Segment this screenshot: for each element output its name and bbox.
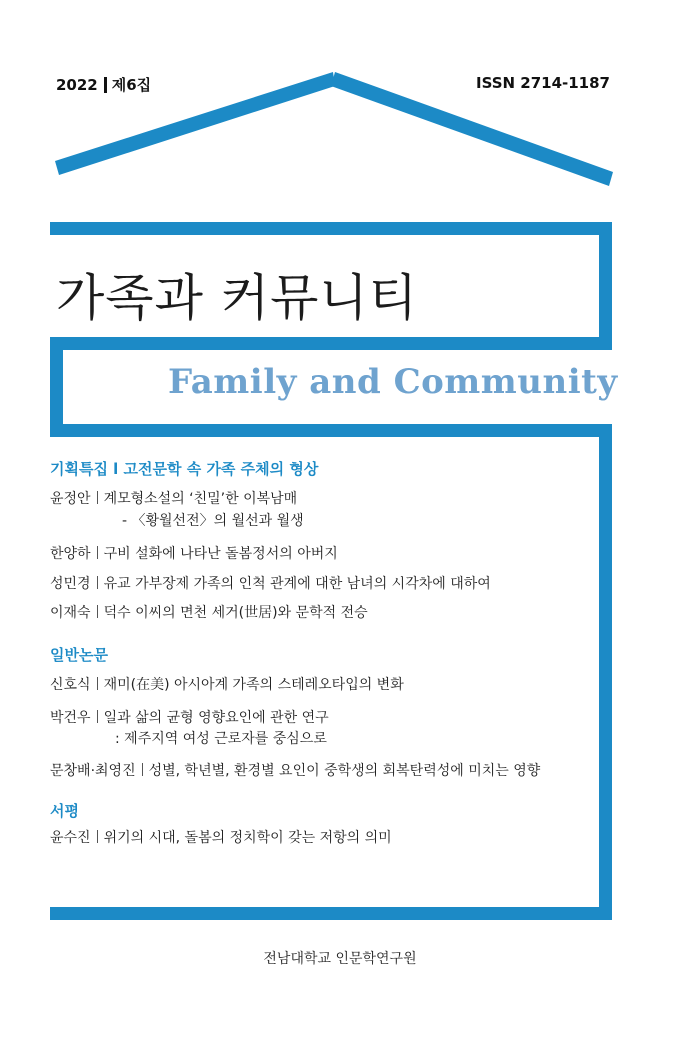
frame-lower-bar bbox=[50, 424, 612, 437]
article-title: 재미(在美) 아시아계 가족의 스테레오타입의 변화 bbox=[103, 677, 404, 693]
publisher: 전남대학교 인문학연구원 bbox=[263, 951, 417, 967]
frame-middle-bar bbox=[50, 337, 612, 350]
toc-entry bbox=[50, 488, 297, 508]
separator bbox=[97, 605, 98, 618]
author: 문창배·최영진 bbox=[50, 763, 136, 779]
toc-entry bbox=[50, 573, 491, 593]
article-subtitle: - 〈황월선전〉의 월선과 월생 bbox=[122, 513, 304, 529]
year-issue-divider bbox=[104, 77, 107, 93]
article-title: 덕수 이씨의 면천 세거(世居)와 문학적 전승 bbox=[103, 605, 368, 621]
toc-entry bbox=[50, 707, 329, 727]
author: 성민경 bbox=[50, 576, 91, 592]
toc-entry bbox=[50, 827, 392, 847]
journal-title-english: Family and Community bbox=[168, 362, 618, 402]
separator bbox=[97, 830, 98, 843]
year: 2022 bbox=[56, 75, 98, 94]
article-subtitle: : 제주지역 여성 근로자를 중심으로 bbox=[115, 731, 327, 747]
article-title: 계모형소설의 ‘친밀’한 이복남매 bbox=[103, 491, 298, 507]
separator bbox=[97, 546, 98, 559]
frame-left-middle bbox=[50, 337, 63, 437]
author: 윤정안 bbox=[50, 491, 91, 507]
article-title: 구비 설화에 나타난 돌봄정서의 아버지 bbox=[103, 546, 338, 562]
toc-entry bbox=[50, 543, 338, 563]
issue-number: 제6집 bbox=[111, 76, 152, 94]
toc-entry bbox=[50, 602, 368, 622]
toc-entry bbox=[50, 760, 540, 780]
general-section-heading: 일반논문 bbox=[50, 646, 108, 664]
frame-top-bar bbox=[50, 222, 612, 235]
toc-entry bbox=[50, 674, 404, 694]
article-title: 일과 삶의 균형 영향요인에 관한 연구 bbox=[103, 710, 329, 726]
separator bbox=[97, 576, 98, 589]
author: 신호식 bbox=[50, 677, 91, 693]
separator bbox=[142, 763, 143, 776]
issn: ISSN 2714-1187 bbox=[475, 74, 610, 92]
frame-right-upper bbox=[599, 222, 612, 350]
author: 윤수진 bbox=[50, 830, 91, 846]
separator bbox=[97, 710, 98, 723]
review-section-heading: 서평 bbox=[50, 802, 79, 820]
article-title: 성별, 학년별, 환경별 요인이 중학생의 회복탄력성에 미치는 영향 bbox=[148, 763, 541, 779]
article-title: 유교 가부장제 가족의 인척 관계에 대한 남녀의 시각차에 대하여 bbox=[103, 576, 491, 592]
frame-right-lower bbox=[599, 424, 612, 920]
journal-title-korean: 가족과 커뮤니티 bbox=[56, 269, 418, 327]
author: 이재숙 bbox=[50, 605, 91, 621]
separator bbox=[97, 491, 98, 504]
year-issue bbox=[56, 74, 151, 95]
author: 박건우 bbox=[50, 710, 91, 726]
article-title: 위기의 시대, 돌봄의 정치학이 갖는 저항의 의미 bbox=[103, 830, 392, 846]
separator bbox=[97, 677, 98, 690]
author: 한양하 bbox=[50, 546, 91, 562]
special-section-heading: 기획특집 l 고전문학 속 가족 주체의 형상 bbox=[50, 460, 319, 478]
frame-bottom-bar bbox=[50, 907, 612, 920]
